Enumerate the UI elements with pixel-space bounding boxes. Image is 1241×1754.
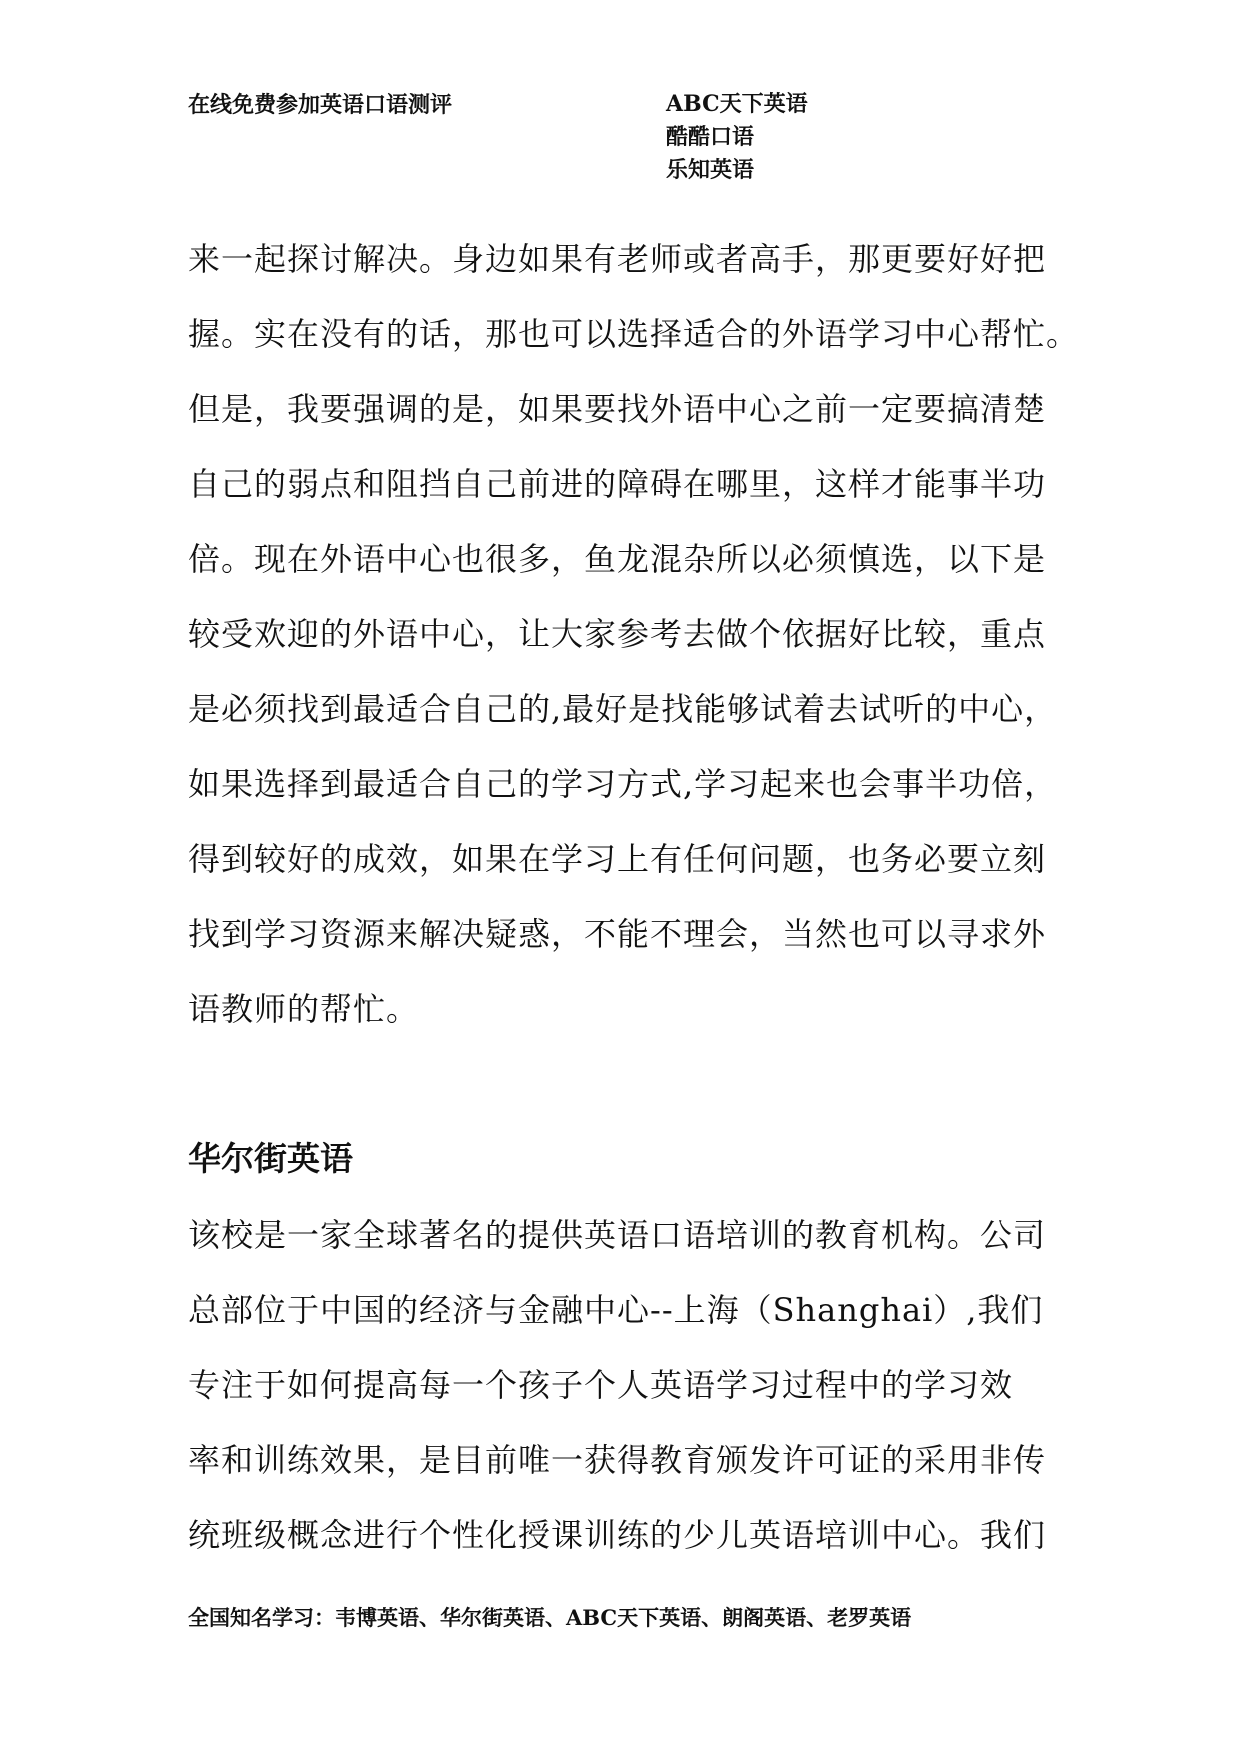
paragraph-line: 率和训练效果，是目前唯一获得教育颁发许可证的采用非传 xyxy=(188,1441,1047,1479)
header-link-oral-test[interactable]: 在线免费参加英语口语测评 xyxy=(188,92,453,118)
paragraph-line: 来一起探讨解决。身边如果有老师或者高手，那更要好好把 xyxy=(188,240,1047,278)
header-links xyxy=(666,88,808,187)
body-paragraph-2 xyxy=(188,1198,1068,1573)
paragraph-line: 自己的弱点和阻挡自己前进的障碍在哪里，这样才能事半功 xyxy=(188,465,1047,503)
body-paragraph-1 xyxy=(188,222,1080,1047)
paragraph-line: 是必须找到最适合自己的,最好是找能够试着去试听的中心， xyxy=(188,690,1058,728)
header-link-lezhi[interactable]: 乐知英语 xyxy=(666,157,755,183)
header-link-abc[interactable]: ABC天下英语 xyxy=(666,91,808,117)
paragraph-line: 该校是一家全球著名的提供英语口语培训的教育机构。公司 xyxy=(188,1216,1047,1254)
paragraph-line: 倍。现在外语中心也很多，鱼龙混杂所以必须慎选，以下是 xyxy=(188,540,1047,578)
paragraph-line: 握。实在没有的话，那也可以选择适合的外语学习中心帮忙。 xyxy=(188,315,1080,353)
header-link-kuku[interactable]: 酷酷口语 xyxy=(666,124,755,150)
section-heading: 华尔街英语 xyxy=(188,1139,353,1178)
paragraph-line: 如果选择到最适合自己的学习方式,学习起来也会事半功倍， xyxy=(188,765,1058,803)
paragraph-line: 较受欢迎的外语中心，让大家参考去做个依据好比较，重点 xyxy=(188,615,1047,653)
paragraph-line: 得到较好的成效，如果在学习上有任何问题，也务必要立刻 xyxy=(188,840,1047,878)
paragraph-line: 找到学习资源来解决疑惑，不能不理会，当然也可以寻求外 xyxy=(188,915,1047,953)
page-header xyxy=(188,88,1068,188)
page-footer: 全国知名学习：韦博英语、华尔街英语、ABC天下英语、朗阁英语、老罗英语 xyxy=(188,1605,912,1630)
paragraph-line: 专注于如何提高每一个孩子个人英语学习过程中的学习效 xyxy=(188,1366,1014,1404)
paragraph-line: 但是，我要强调的是，如果要找外语中心之前一定要搞清楚 xyxy=(188,390,1047,428)
paragraph-line: 统班级概念进行个性化授课训练的少儿英语培训中心。我们 xyxy=(188,1516,1047,1554)
paragraph-line: 语教师的帮忙。 xyxy=(188,990,420,1028)
paragraph-line: 总部位于中国的经济与金融中心--上海（Shanghai）,我们 xyxy=(188,1291,1044,1329)
